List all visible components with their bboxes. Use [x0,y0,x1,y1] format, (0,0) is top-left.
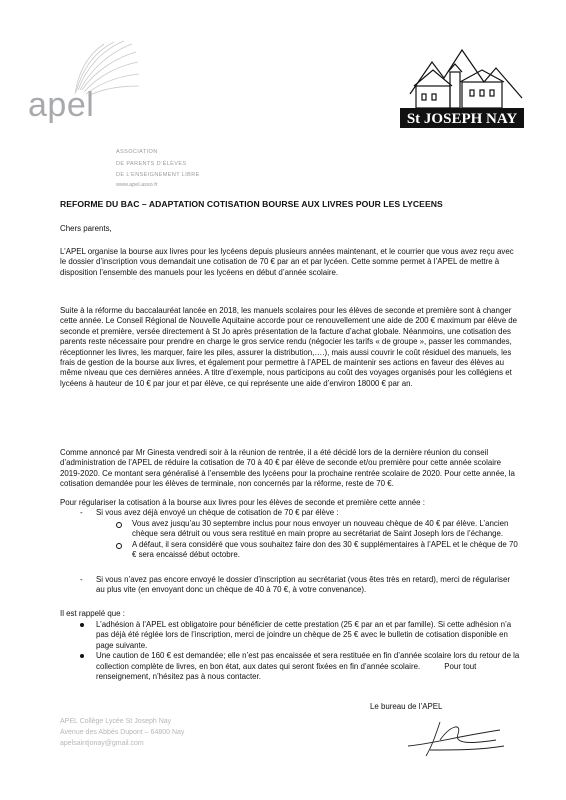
list-item: - Si vous n’avez pas encore envoyé le dossier d’inscription au secrétariat (vous êtes très en retard), merci de régulariser au plus vite (en envoyant donc un chèque de 40 à 70 €, à votre convenance). [80,575,511,595]
association-tagline [116,147,200,182]
letter-title: REFORME DU BAC – ADAPTATION COTISATION BOURSE AUX LIVRES POUR LES LYCEENS [60,199,443,209]
case-list [80,575,520,596]
list-item: - Si vous avez déjà envoyé un chèque de cotisation de 70 € par élève : [80,508,339,517]
paragraph-intro: L’APEL organise la bourse aux livres pour les lycéens depuis plusieurs années maintenant, et le courrier que vous avez reçu avec le dossier d’inscription vous demandait une cotisation de 70 € par an et par lycéen. Cette somme permet à l’APEL de mettre à disposition l’ensemble des manuels pour les lycéens en début d’année scolaire. [60,247,514,277]
footer-line: Avenue des Abbés Dupont – 64800 Nay [60,729,185,736]
assoc-line: DE PARENTS D’ÉLÈVES [116,160,187,167]
paragraph-decision: Comme annoncé par Mr Ginesta vendredi soir à la réunion de rentrée, il a été décidé lors de la dernière réunion du conseil d’administration de l’APEL de réduire la cotisation de 70 à 40 € par élève de seconde et/ou première pour cette année scolaire 2019-2020. Ce montant sera généralisé à l’ensemble des lycéens pour la prochaine rentrée scolaire de 2020. Pour cette année, la cotisation demandée pour les élèves de terminale, non concernés par la réforme, reste de 70 €. [60,448,515,489]
signature-icon [400,716,510,758]
apel-logo-word: apel [28,86,95,124]
footer-line: APEL Collège Lycée St Joseph Nay [60,718,172,725]
paragraph-regularize: Pour régulariser la cotisation à la bourse aux livres pour les élèves de seconde et première cette année : [60,498,425,507]
greeting: Chers parents, [60,224,112,233]
case-list [80,508,520,518]
apel-website: www.apel.asso.fr [116,182,158,188]
signoff: Le bureau de l’APEL [370,702,443,711]
list-item: Vous avez jusqu’au 30 septembre inclus pour nous envoyer un nouveau chèque de 40 € par élève. L’ancien chèque sera détruit ou vous sera restitué en main propre au secrétariat de Saint Joseph lors de l’échange. [116,519,520,540]
reminder-list [80,620,520,682]
footer-email: apelsaintjonay@gmail.com [60,740,144,747]
assoc-line: DE L’ENSEIGNEMENT LIBRE [116,172,200,178]
list-item: L’adhésion à l’APEL est obligatoire pour bénéficier de cette prestation (25 € par an et par famille). Si cette adhésion n’a pas déjà été réglée lors de l’inscription, merci de joindre un chèque de 25 € avec le bulletin de cotisation disponible en page suivante. [80,620,520,651]
circle-bullet-icon [116,543,122,549]
paragraph-reform: Suite à la réforme du baccalauréat lancée en 2018, les manuels scolaires pour les élèves de seconde et première sont à changer cette année. Le Conseil Régional de Nouvelle Aquitaine accorde pour ce renouvellement une aide de 200 € maximum par élève de seconde et première, versée directement à St Jo après présentation de la facture d’achat globale. Néanmoins, une cotisation des parents reste nécessaire pour prendre en charge le gros service rendu (négocier les tarifs « de groupe », passer les commandes, réceptionner les livres, les marquer, faire les piles, assurer la distribution,….), mais aussi couvrir le coût résiduel des manuels, les frais de gestion de la bourse aux livres, et également pour permettre à l’APEL de maintenir ses actions en faveur des élèves au même niveau que ces dernières années. A titre d’exemple, nous participons au coût des voyages organisés pour les collégiens et lycéens à hauteur de 10 € par jour et par élève, ce qui représente une aide d’environ 18000 € par an. [60,306,518,388]
footer-address [60,716,184,749]
dash-bullet-icon: - [80,575,83,584]
dot-bullet-icon [80,623,84,627]
contact-line: Pour tout renseignement, n’hésitez pas à nous contacter. [96,661,477,682]
st-joseph-nay-logo-icon [392,42,532,134]
list-item: A défaut, il sera considéré que vous souhaitez faire don des 30 € supplémentaires à l’APEL et le chèque de 70 € sera encaissé début octobre. [116,540,520,561]
assoc-line: ASSOCIATION [116,149,158,155]
sub-list [116,519,520,561]
school-logo-text: St JOSEPH NAY [406,111,518,127]
dot-bullet-icon [80,654,84,658]
list-item: Une caution de 160 € est demandée; elle n’est pas encaissée et sera restituée en fin d’année scolaire lors du retour de la collection complète de livres, en bon état, aux dates qui seront fixées en fin d’année scolaire. Pour tout renseignement, n’hésitez pas à nous contacter. [80,651,520,682]
reminder-heading: Il est rappelé que : [60,609,125,618]
circle-bullet-icon [116,522,122,528]
dash-bullet-icon: - [80,508,83,517]
